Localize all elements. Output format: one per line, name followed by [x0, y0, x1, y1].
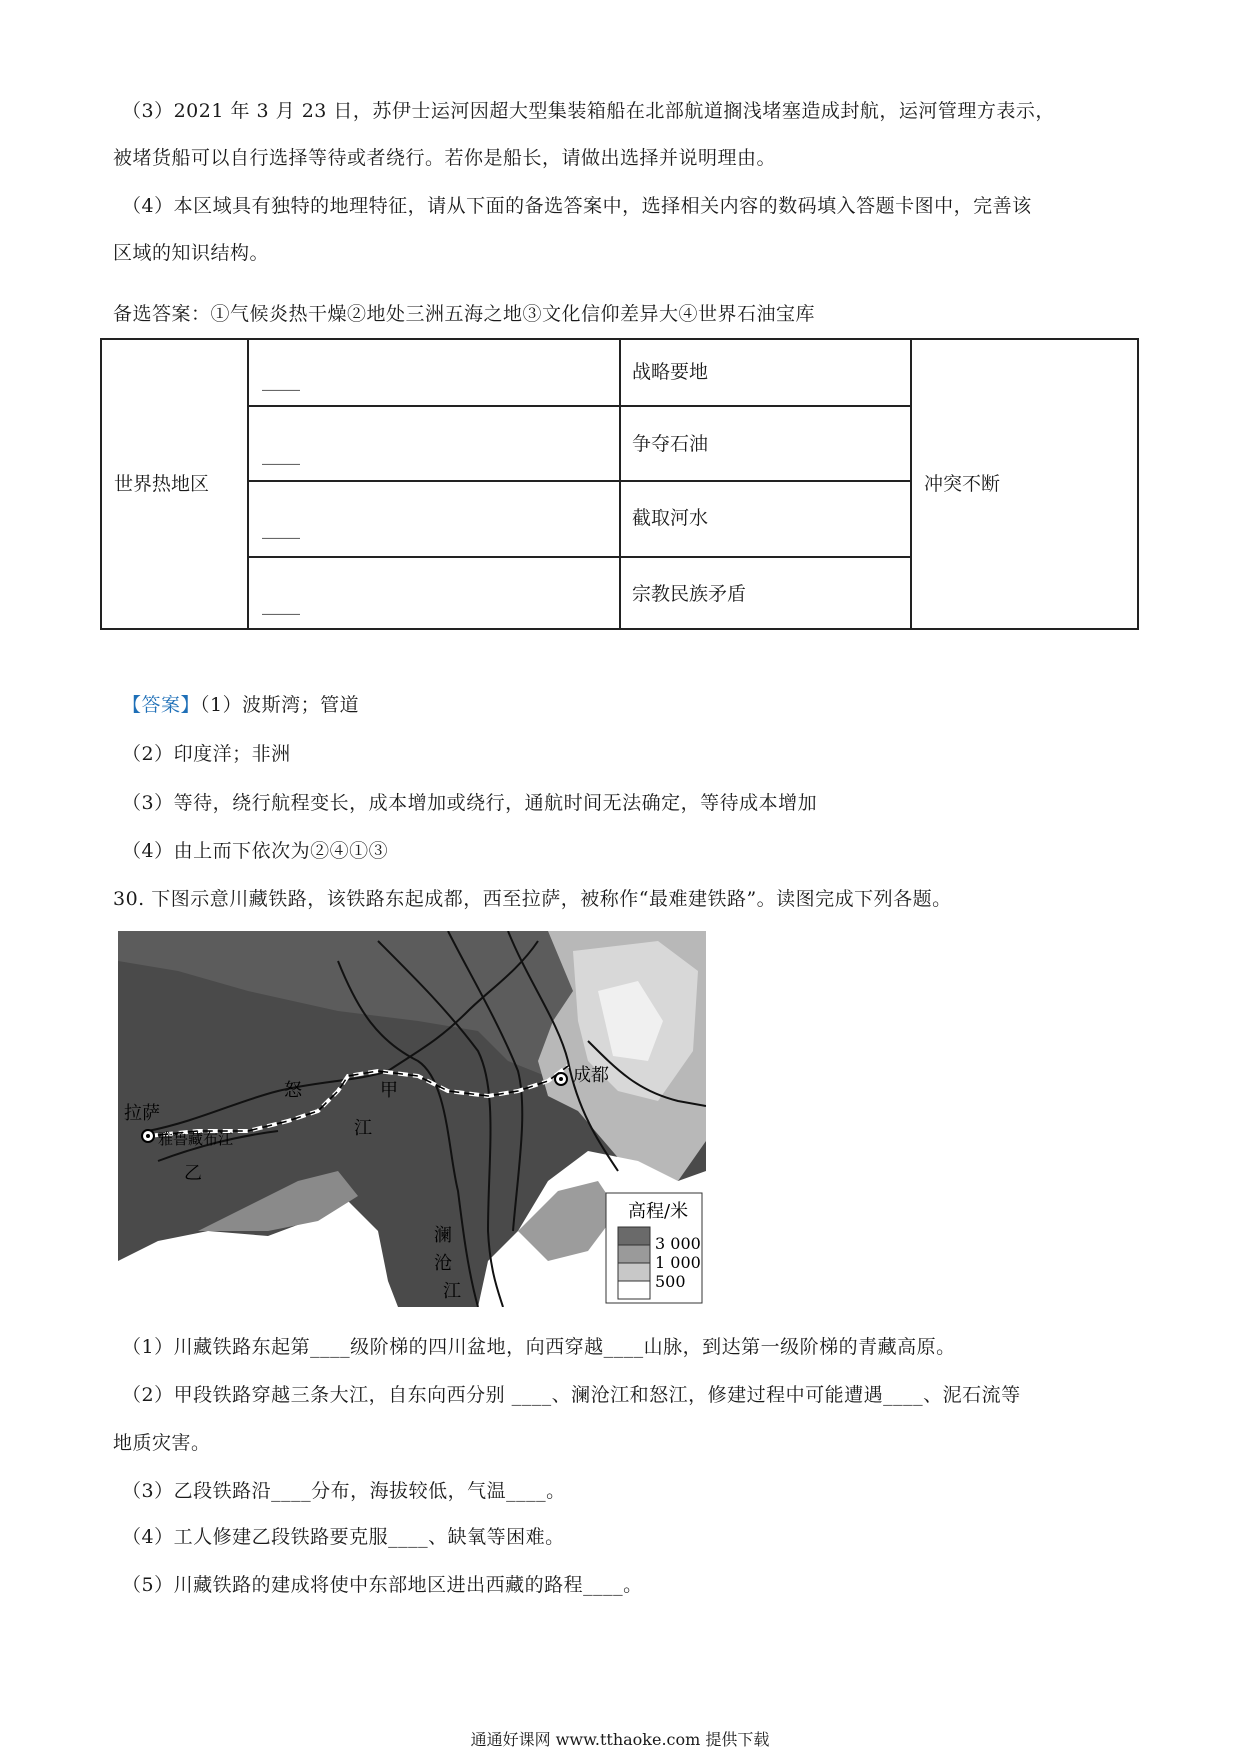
map-label-cang: 沧 — [434, 1253, 452, 1274]
legend-level-1: 3 000 — [655, 1234, 701, 1253]
q3-line2: 被堵货船可以自行选择等待或者绕行。若你是船长，请做出选择并说明理由。 — [113, 147, 777, 169]
legend-level-3: 500 — [655, 1272, 686, 1291]
table-middle-2: 争夺石油 — [632, 433, 709, 455]
map-label-jia: 甲 — [380, 1080, 398, 1101]
q30-s3: （3）乙段铁路沿____分布，海拔较低，气温____。 — [122, 1480, 566, 1502]
map-label-chengdu: 成都 — [573, 1065, 609, 1086]
knowledge-structure-table — [100, 338, 1139, 630]
table-middle-3: 截取河水 — [632, 507, 709, 529]
q30-s2a: （2）甲段铁路穿越三条大江，自东向西分别 ____、澜沧江和怒江，修建过程中可能遭遇____、泥石流等 — [122, 1384, 1021, 1406]
answer-line1 — [122, 693, 359, 717]
answer-1: （1）波斯湾；管道 — [200, 694, 360, 716]
legend-level-2: 1 000 — [655, 1253, 701, 1272]
table-middle-4: 宗教民族矛盾 — [632, 583, 747, 605]
map-label-yarlung: 雅鲁藏布江 — [158, 1130, 234, 1148]
map-label-nu: 怒 — [284, 1080, 302, 1101]
q30-s2b: 地质灾害。 — [113, 1432, 211, 1454]
table-right-label: 冲突不断 — [924, 473, 1001, 495]
table-blank-4: ____ — [262, 593, 300, 615]
q4-line1: （4）本区域具有独特的地理特征，请从下面的备选答案中，选择相关内容的数码填入答题卡图中，完善该 — [122, 195, 1032, 217]
legend-title: 高程/米 — [628, 1201, 689, 1222]
answer-tag: 【答案】 — [122, 694, 201, 716]
answer-4: （4）由上而下依次为②④①③ — [122, 840, 389, 862]
answer-3: （3）等待，绕行航程变长，成本增加或绕行，通航时间无法确定，等待成本增加 — [122, 792, 818, 814]
q30-s1: （1）川藏铁路东起第____级阶梯的四川盆地，向西穿越____山脉，到达第一级阶梯的青藏高原。 — [122, 1336, 956, 1358]
table-blank-1: ____ — [262, 369, 300, 391]
table-left-label: 世界热地区 — [114, 473, 210, 495]
table-blank-3: ____ — [262, 517, 300, 539]
table-blank-2: ____ — [262, 443, 300, 465]
map-label-jiang: 江 — [354, 1118, 372, 1139]
q4-line2: 区域的知识结构。 — [113, 242, 270, 264]
map-label-lan: 澜 — [434, 1225, 452, 1246]
map-label-yi: 乙 — [184, 1163, 202, 1184]
table-middle-1: 战略要地 — [632, 361, 709, 383]
q30-stem: 30. 下图示意川藏铁路，该铁路东起成都，西至拉萨，被称作“最难建铁路”。读图完成下列各题。 — [113, 888, 952, 910]
q30-s5: （5）川藏铁路的建成将使中东部地区进出西藏的路程____。 — [122, 1574, 643, 1596]
map-label-jiang2: 江 — [443, 1281, 461, 1302]
answer-2: （2）印度洋；非洲 — [122, 743, 291, 765]
q4-options: 备选答案：①气候炎热干燥②地处三洲五海之地③文化信仰差异大④世界石油宝库 — [113, 303, 816, 325]
sichuan-tibet-railway-map — [118, 931, 706, 1307]
page-footer: 通通好课网 www.tthaoke.com 提供下载 — [470, 1730, 770, 1749]
q30-s4: （4）工人修建乙段铁路要克服____、缺氧等困难。 — [122, 1526, 565, 1548]
map-label-lhasa: 拉萨 — [124, 1103, 160, 1124]
q3-line1: （3）2021 年 3 月 23 日，苏伊士运河因超大型集装箱船在北部航道搁浅堵塞造成封航，运河管理方表示， — [122, 100, 1055, 122]
